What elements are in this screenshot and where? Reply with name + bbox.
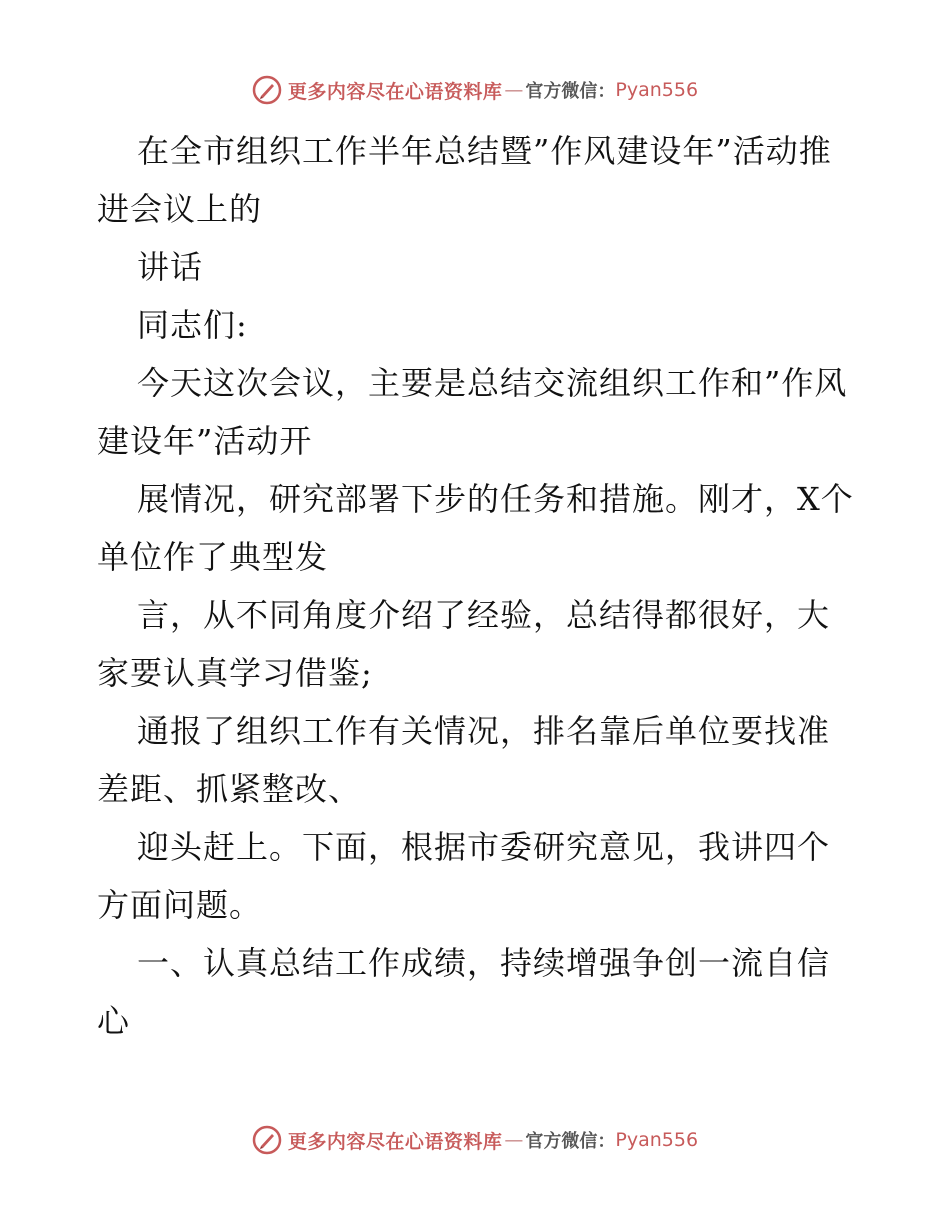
title-line-speech: 讲话 [137,248,204,286]
watermark-wechat-label: 官方微信： [525,81,616,102]
watermark-site-name: 更多内容尽在心语资料库 [287,80,503,103]
pen-logo-icon [252,75,282,105]
title-line: 在全市组织工作半年总结暨”作风建设年”活动推进会议上的 [97,132,832,228]
paragraph: 展情况，研究部署下步的任务和措施。刚才，X个单位作了典型发 [97,480,854,576]
section-heading: 一、认真总结工作成绩，持续增强争创一流自信心 [97,944,831,1040]
header-watermark [0,70,950,110]
watermark-wechat-id: Pyan556 [615,79,699,101]
watermark-wechat-label: 官方微信： [525,1131,616,1152]
paragraph: 言，从不同角度介绍了经验，总结得都很好，大家要认真学习借鉴; [97,596,831,692]
salutation: 同志们: [137,306,248,344]
footer-watermark [0,1120,950,1160]
pen-logo-icon [252,1125,282,1155]
document-body [97,122,857,1050]
paragraph: 迎头赶上。下面，根据市委研究意见，我讲四个方面问题。 [97,828,831,924]
watermark-separator: — [504,79,524,101]
paragraph: 今天这次会议，主要是总结交流组织工作和”作风建设年”活动开 [97,364,848,460]
watermark-wechat-id: Pyan556 [615,1129,699,1151]
watermark-separator: — [504,1129,524,1151]
watermark-site-name: 更多内容尽在心语资料库 [287,1130,503,1153]
paragraph: 通报了组织工作有关情况，排名靠后单位要找准差距、抓紧整改、 [97,712,831,808]
